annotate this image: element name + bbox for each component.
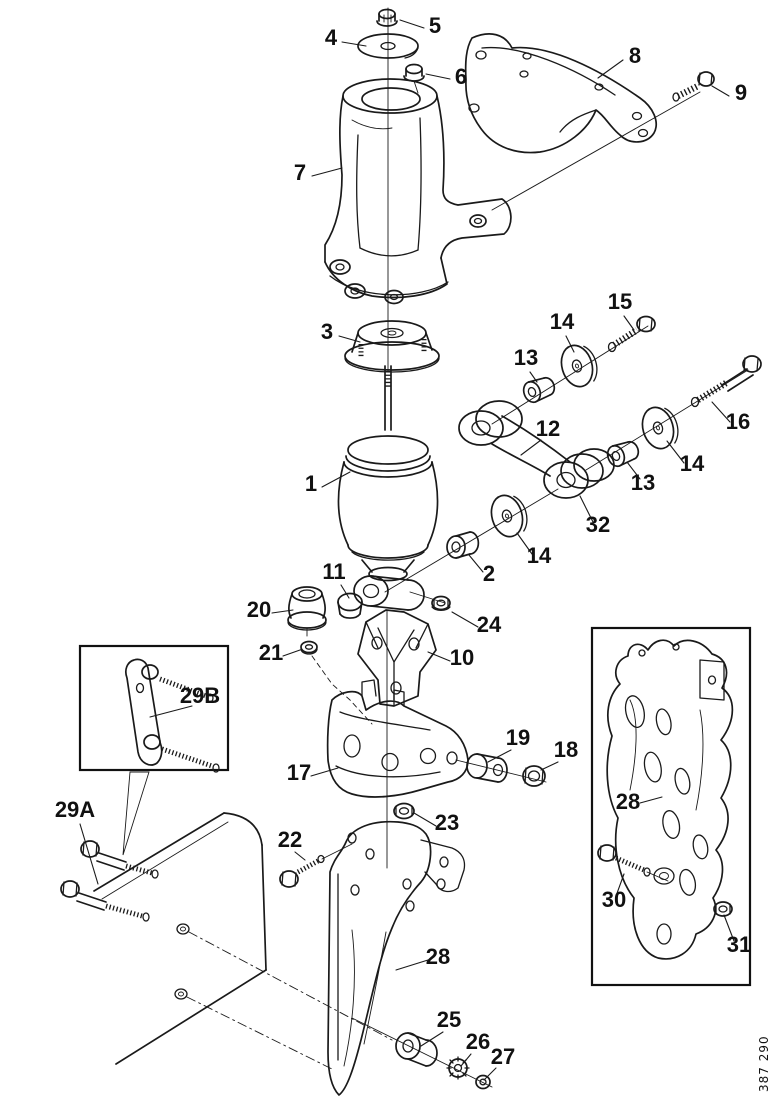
- callout-23: 23: [434, 810, 460, 835]
- callout-10: 10: [449, 645, 475, 670]
- callout-9: 9: [734, 80, 748, 105]
- callout-2: 2: [482, 561, 496, 586]
- part-7-tower-bracket: [325, 79, 511, 304]
- callout-24: 24: [476, 612, 502, 637]
- callout-14-lower: 14: [526, 543, 552, 568]
- callout-1: 1: [304, 471, 318, 496]
- part-18-nut: [523, 766, 545, 786]
- callout-26: 26: [465, 1029, 491, 1054]
- callout-13-left: 13: [513, 345, 539, 370]
- leader-lines: [80, 20, 734, 1080]
- callout-12: 12: [535, 416, 561, 441]
- part-19-spacer: [467, 754, 507, 782]
- callout-22: 22: [277, 827, 303, 852]
- callout-27: 27: [490, 1044, 516, 1069]
- part-10-wedge-bracket: [358, 610, 436, 706]
- callout-25: 25: [436, 1007, 462, 1032]
- callout-11: 11: [322, 559, 346, 584]
- callout-19: 19: [505, 725, 531, 750]
- frame-panel: [94, 813, 392, 1069]
- part-9-bolt: [673, 72, 714, 101]
- callout-30: 30: [601, 887, 627, 912]
- part-27-nut: [476, 1076, 490, 1089]
- part-20-bump-stop: [288, 587, 326, 636]
- callout-28-shield: 28: [425, 944, 451, 969]
- callout-18: 18: [553, 737, 579, 762]
- part-14-washer-top: [557, 341, 602, 391]
- part-2-bushing: [447, 532, 478, 558]
- part-8-bracket: [466, 34, 657, 153]
- part-11-cap: [338, 594, 362, 619]
- callout-13-right: 13: [630, 470, 656, 495]
- part-3-upper-mount: [345, 321, 439, 372]
- callout-14-right: 14: [679, 451, 705, 476]
- callout-4: 4: [324, 25, 338, 50]
- part-1-air-spring: [338, 436, 437, 610]
- callout-labels: [55, 13, 751, 1069]
- piston-rod: [385, 366, 391, 430]
- callout-17: 17: [286, 760, 312, 785]
- part-15-bolt: [609, 317, 656, 352]
- callout-31: 31: [726, 932, 752, 957]
- callout-6: 6: [454, 64, 468, 89]
- callout-16: 16: [725, 409, 751, 434]
- callout-15: 15: [607, 289, 633, 314]
- callout-5: 5: [428, 13, 442, 38]
- part-5-nut: [377, 10, 397, 27]
- callout-14-top: 14: [549, 309, 575, 334]
- callout-3: 3: [320, 319, 334, 344]
- callout-21: 21: [258, 640, 284, 665]
- sheet-number: 387 290: [757, 1035, 771, 1092]
- part-13-bushing-left: [521, 374, 557, 404]
- part-6-nut: [404, 65, 424, 94]
- callout-29B: 29B: [179, 683, 221, 708]
- part-13-bushing-right: [605, 438, 641, 468]
- part-14-washer-lower: [487, 491, 532, 541]
- part-17-lower-bracket: [328, 680, 468, 797]
- callout-8: 8: [628, 43, 642, 68]
- callout-20: 20: [246, 597, 272, 622]
- part-14-washer-right: [638, 403, 683, 453]
- part-22-bolt: [280, 856, 324, 888]
- callout-28-bracket: 28: [615, 789, 641, 814]
- callout-32: 32: [585, 512, 611, 537]
- part-16-bolt: [692, 356, 762, 407]
- callout-29A: 29A: [54, 797, 96, 822]
- part-23-nut: [394, 804, 414, 819]
- callout-7: 7: [293, 160, 307, 185]
- part-24-nut: [432, 597, 450, 611]
